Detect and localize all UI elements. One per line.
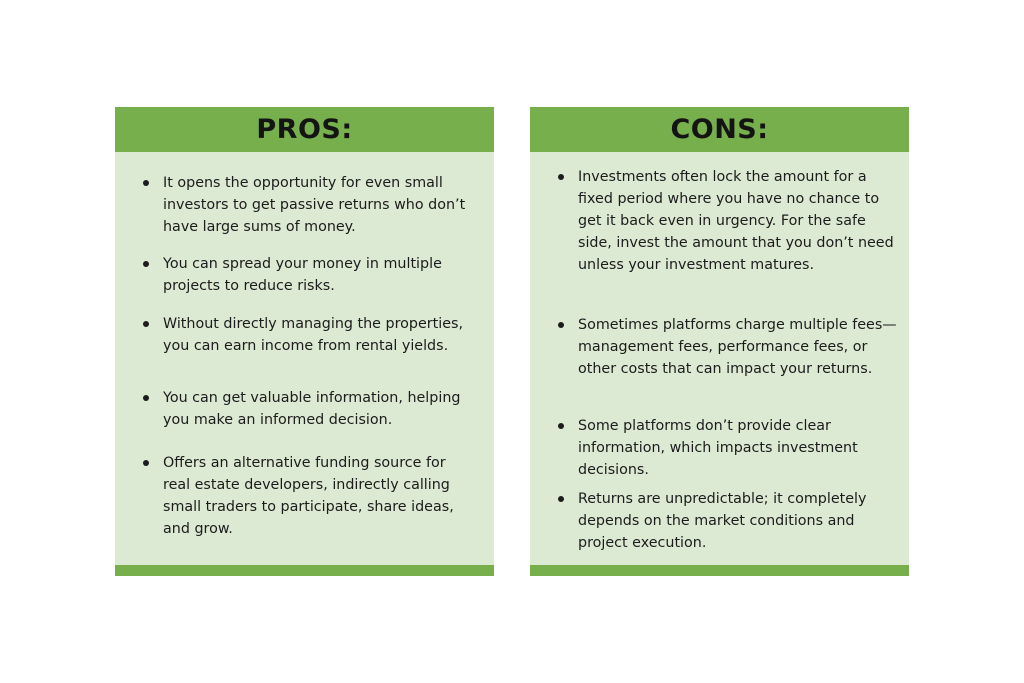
cons-card — [530, 107, 909, 576]
cons-title: CONS: — [670, 114, 769, 145]
bullet-icon — [558, 496, 564, 502]
bullet-icon — [558, 423, 564, 429]
cons-item-text: Sometimes platforms charge multiple fees—management fees, performance fees, or other costs that can impact your returns. — [578, 317, 897, 377]
bullet-icon — [143, 460, 149, 466]
pros-item-text: You can spread your money in multiple projects to reduce risks. — [163, 256, 442, 294]
cons-list — [530, 152, 909, 552]
bullet-icon — [143, 180, 149, 186]
pros-item — [163, 172, 475, 238]
bullet-icon — [558, 174, 564, 180]
pros-header — [115, 107, 494, 152]
cons-item-text: Investments often lock the amount for a fixed period where you have no chance to get it back even in urgency. For the safe side, invest the amount that you don’t need unless your investment matures. — [578, 169, 894, 273]
pros-item-text: It opens the opportunity for even small investors to get passive returns who don’t have large sums of money. — [163, 175, 466, 235]
pros-item — [163, 253, 475, 297]
pros-title: PROS: — [256, 114, 353, 145]
cons-header — [530, 107, 909, 152]
pros-item — [163, 452, 475, 540]
cons-item-text: Some platforms don’t provide clear information, which impacts investment decisions. — [578, 418, 858, 478]
pros-item — [163, 387, 475, 431]
cons-footer-bar — [530, 565, 909, 576]
cons-item — [578, 314, 898, 380]
pros-footer-bar — [115, 565, 494, 576]
pros-item-text: You can get valuable information, helping you make an informed decision. — [163, 390, 461, 428]
cons-item — [578, 166, 898, 276]
pros-list — [115, 152, 494, 552]
bullet-icon — [558, 322, 564, 328]
pros-item-text: Offers an alternative funding source for real estate developers, indirectly calling small traders to participate, share ideas, and grow. — [163, 455, 454, 537]
cons-item — [578, 415, 898, 481]
cons-item — [578, 488, 898, 554]
cons-item-text: Returns are unpredictable; it completely depends on the market conditions and project execution. — [578, 491, 867, 551]
bullet-icon — [143, 321, 149, 327]
pros-item-text: Without directly managing the properties, you can earn income from rental yields. — [163, 316, 464, 354]
pros-card — [115, 107, 494, 576]
pros-item — [163, 313, 475, 357]
bullet-icon — [143, 261, 149, 267]
bullet-icon — [143, 395, 149, 401]
